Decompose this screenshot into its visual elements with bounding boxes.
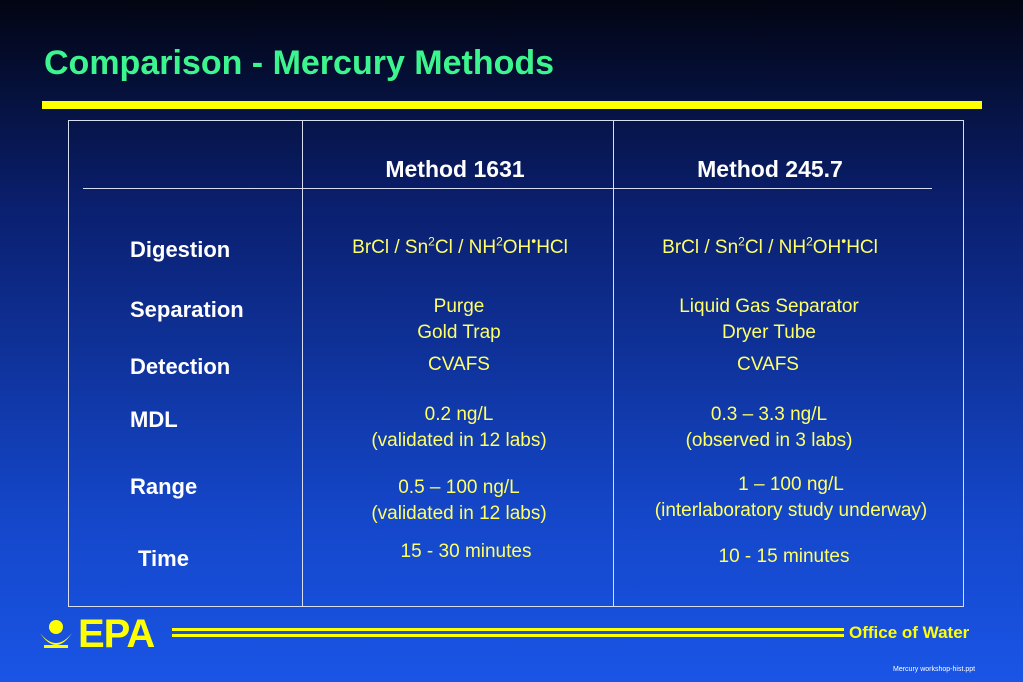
header-method-1631: Method 1631 [385,156,525,182]
header-method-245-7: Method 245.7 [697,156,843,182]
separation-1631: Purge Gold Trap [417,296,501,343]
digestion-245-7: BrCl / $Sn^2Cl / NH^2OH^•HCl$ [662,232,878,258]
mdl-245-7: 0.3 – 3.3 ng/L (observed in 3 labs) [685,404,853,451]
title-underline [42,101,982,109]
row-label-digestion: Digestion [130,237,231,262]
slide-title: Comparison - Mercury Methods [44,44,555,82]
row-label-detection: Detection [130,354,231,379]
separation-245-7: Liquid Gas Separator Dryer Tube [679,296,859,343]
range-1631: 0.5 – 100 ng/L (validated in 12 labs) [371,477,547,524]
time-245-7: 10 - 15 minutes [718,546,850,567]
column-divider-2 [613,121,614,606]
header-divider [83,188,932,189]
epa-flower-icon [38,617,74,653]
row-label-range: Range [130,474,198,499]
footer-rules [172,628,844,638]
row-label-separation: Separation [130,297,244,322]
detection-1631: CVAFS [428,354,490,375]
column-divider-1 [302,121,303,606]
detection-245-7: CVAFS [737,354,799,375]
digestion-1631: BrCl / $Sn^2Cl / NH^2OH^•HCl$ [352,232,568,258]
mdl-1631: 0.2 ng/L (validated in 12 labs) [371,404,547,451]
time-1631: 15 - 30 minutes [400,541,532,562]
row-label-time: Time [138,546,189,571]
file-name: Mercury workshop-hist.ppt [893,666,976,673]
office-of-water: Office of Water [849,623,970,642]
row-label-mdl: MDL [130,407,178,432]
epa-logo [38,612,154,657]
epa-wordmark: EPA [78,612,155,656]
range-245-7: 1 – 100 ng/L (interlaboratory study underway) [654,474,928,521]
